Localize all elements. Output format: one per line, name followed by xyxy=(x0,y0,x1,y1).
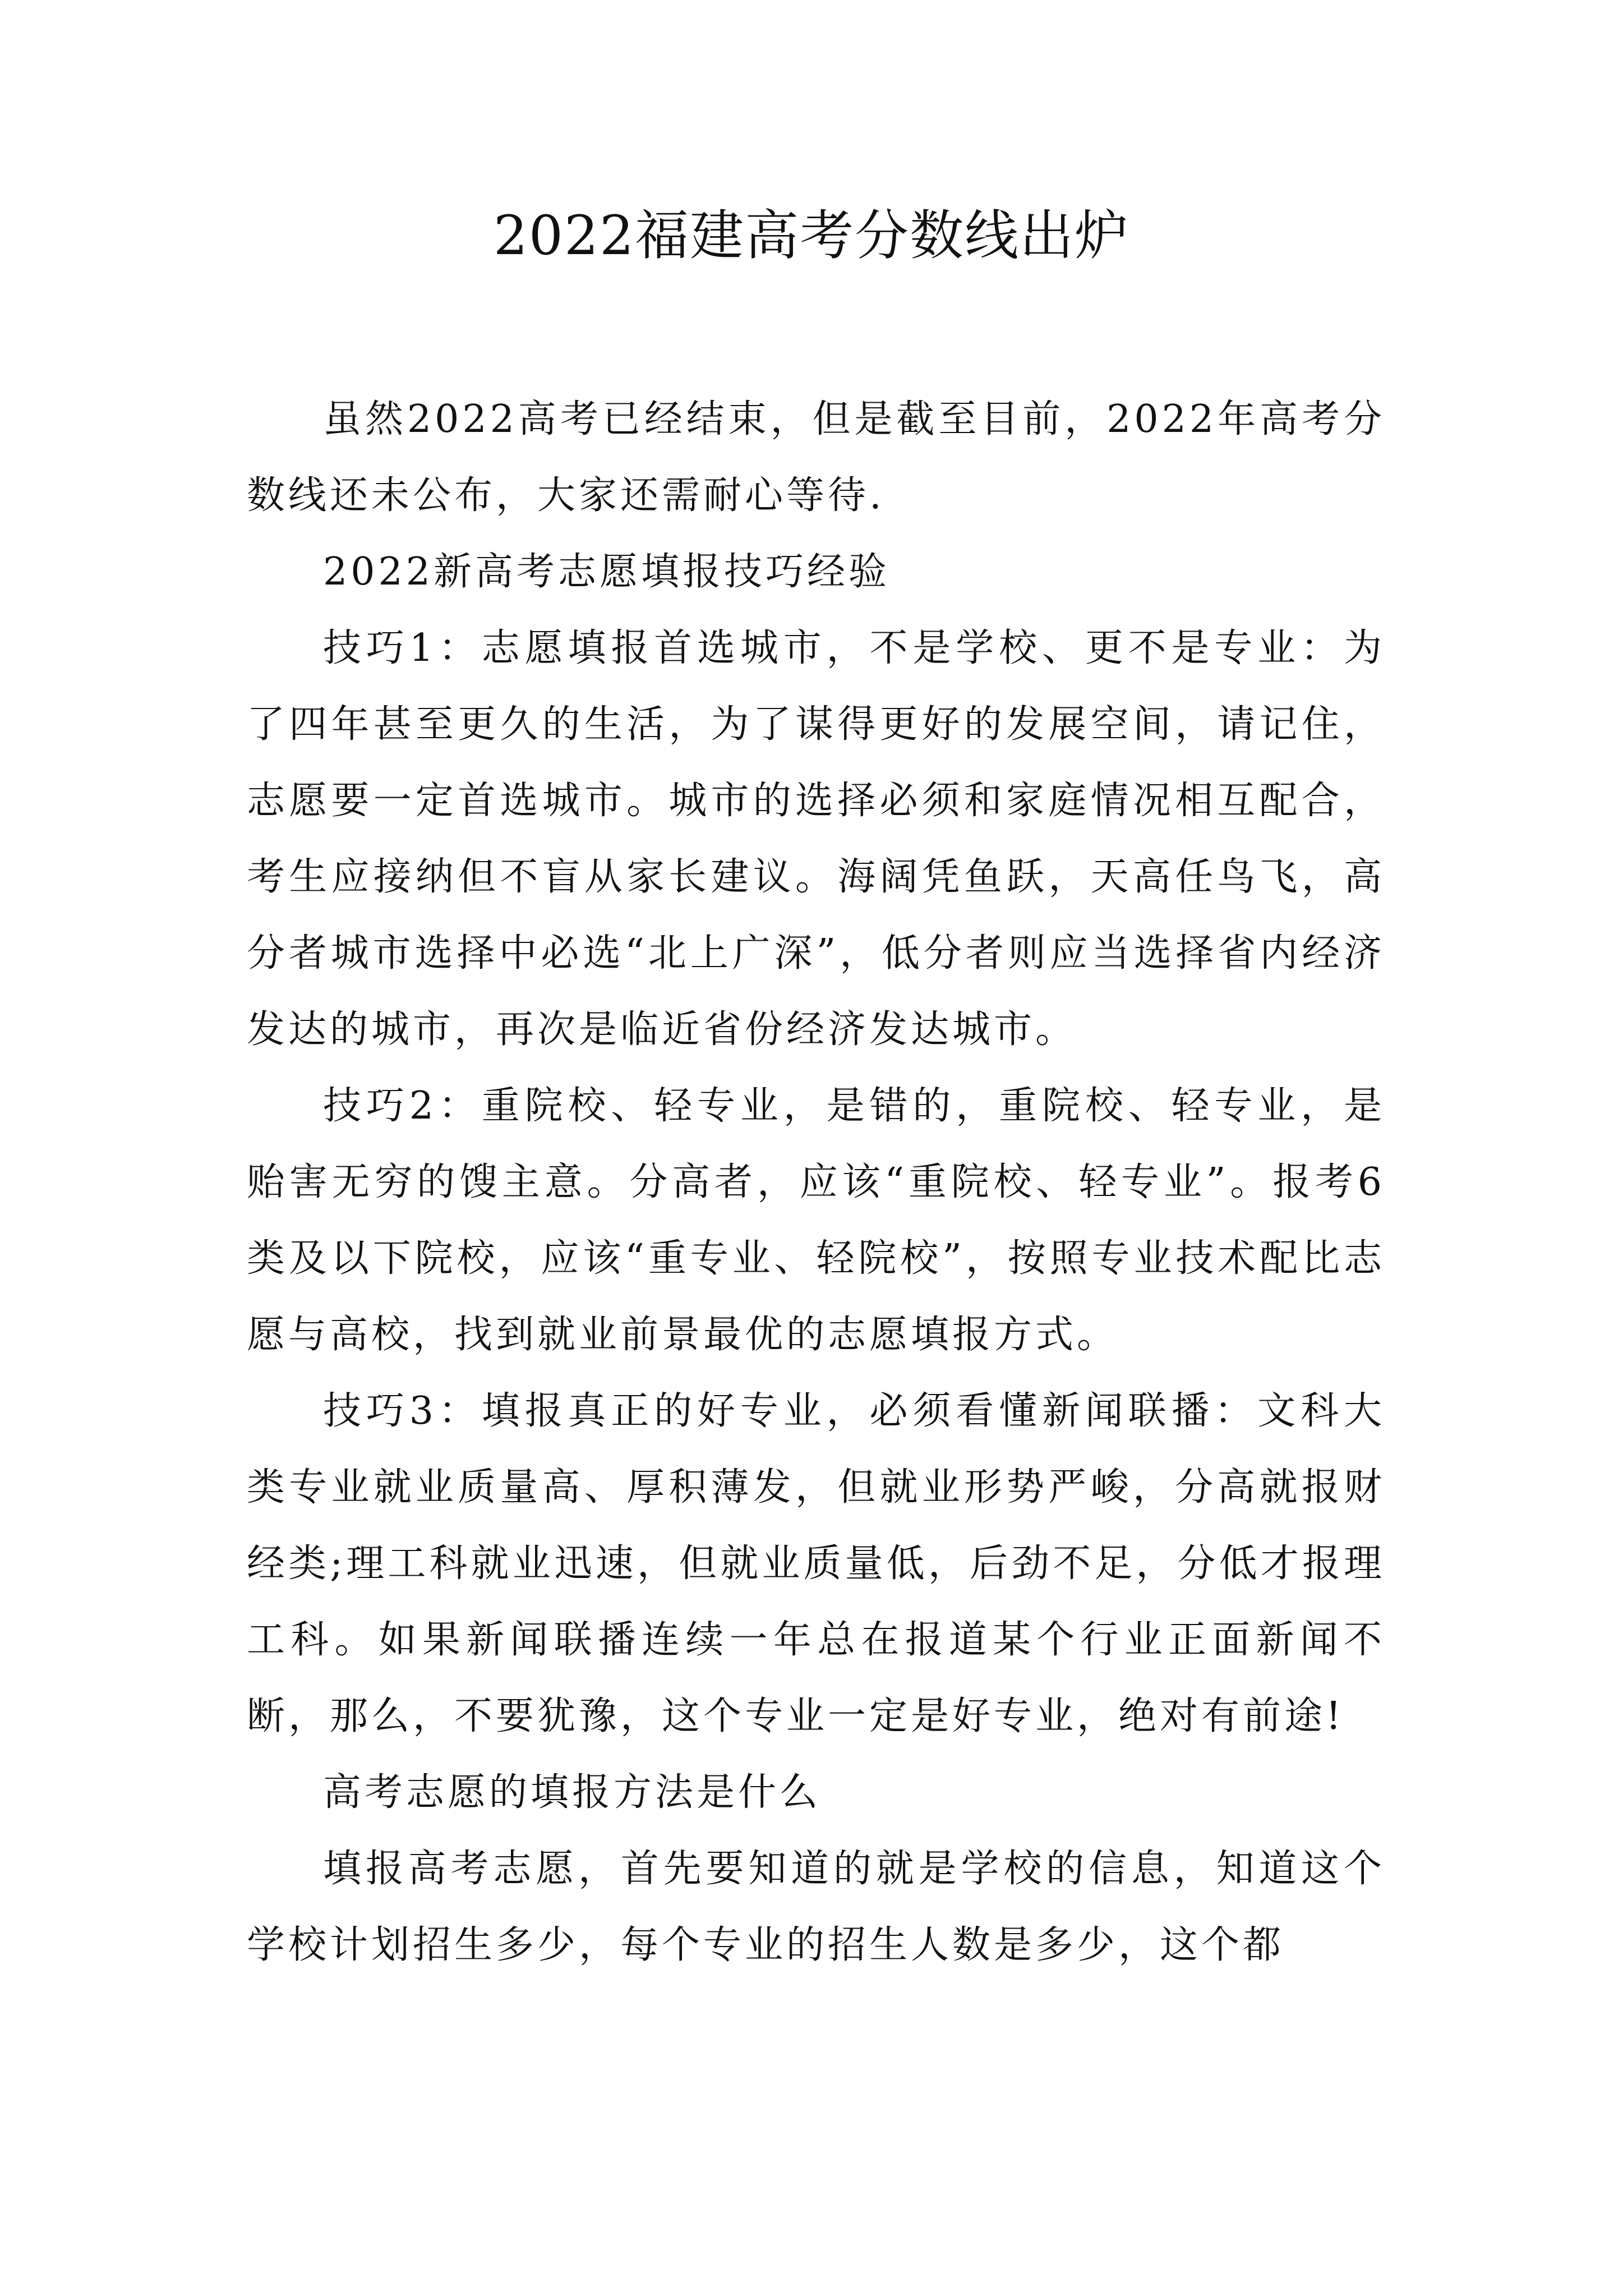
paragraph-tip-2: 技巧2：重院校、轻专业，是错的，重院校、轻专业，是贻害无穷的馊主意。分高者，应该“重院校、轻专业”。报考6类及以下院校，应该“重专业、轻院校”，按照专业技术配比志愿与高校，找到就业前景最优的志愿填报方式。 xyxy=(247,1084,1385,1357)
document-body xyxy=(247,381,1385,1984)
paragraph-method: 填报高考志愿，首先要知道的就是学校的信息，知道这个学校计划招生多少，每个专业的招生人数是多少，这个都 xyxy=(247,1847,1385,1967)
paragraph-intro: 虽然2022高考已经结束，但是截至目前，2022年高考分数线还未公布，大家还需耐心等待. xyxy=(247,397,1385,518)
paragraph-section-heading: 2022新高考志愿填报技巧经验 xyxy=(323,550,891,594)
paragraph-tip-3: 技巧3：填报真正的好专业，必须看懂新闻联播：文科大类专业就业质量高、厚积薄发，但就业形势严峻，分高就报财经类;理工科就业迅速，但就业质量低，后劲不足，分低才报理工科。如果新闻联播连续一年总在报道某个行业正面新闻不断，那么，不要犹豫，这个专业一定是好专业，绝对有前途! xyxy=(247,1389,1385,1738)
paragraph-method-heading: 高考志愿的填报方法是什么 xyxy=(323,1770,822,1815)
paragraph-tip-1: 技巧1：志愿填报首选城市，不是学校、更不是专业：为了四年甚至更久的生活，为了谋得更好的发展空间，请记住，志愿要一定首选城市。城市的选择必须和家庭情况相互配合，考生应接纳但不盲从家长建议。海阔凭鱼跃，天高任鸟飞，高分者城市选择中必选“北上广深”，低分者则应当选择省内经济发达的城市，再次是临近省份经济发达城市。 xyxy=(247,626,1385,1052)
document-title: 2022福建高考分数线出炉 xyxy=(493,204,1130,267)
